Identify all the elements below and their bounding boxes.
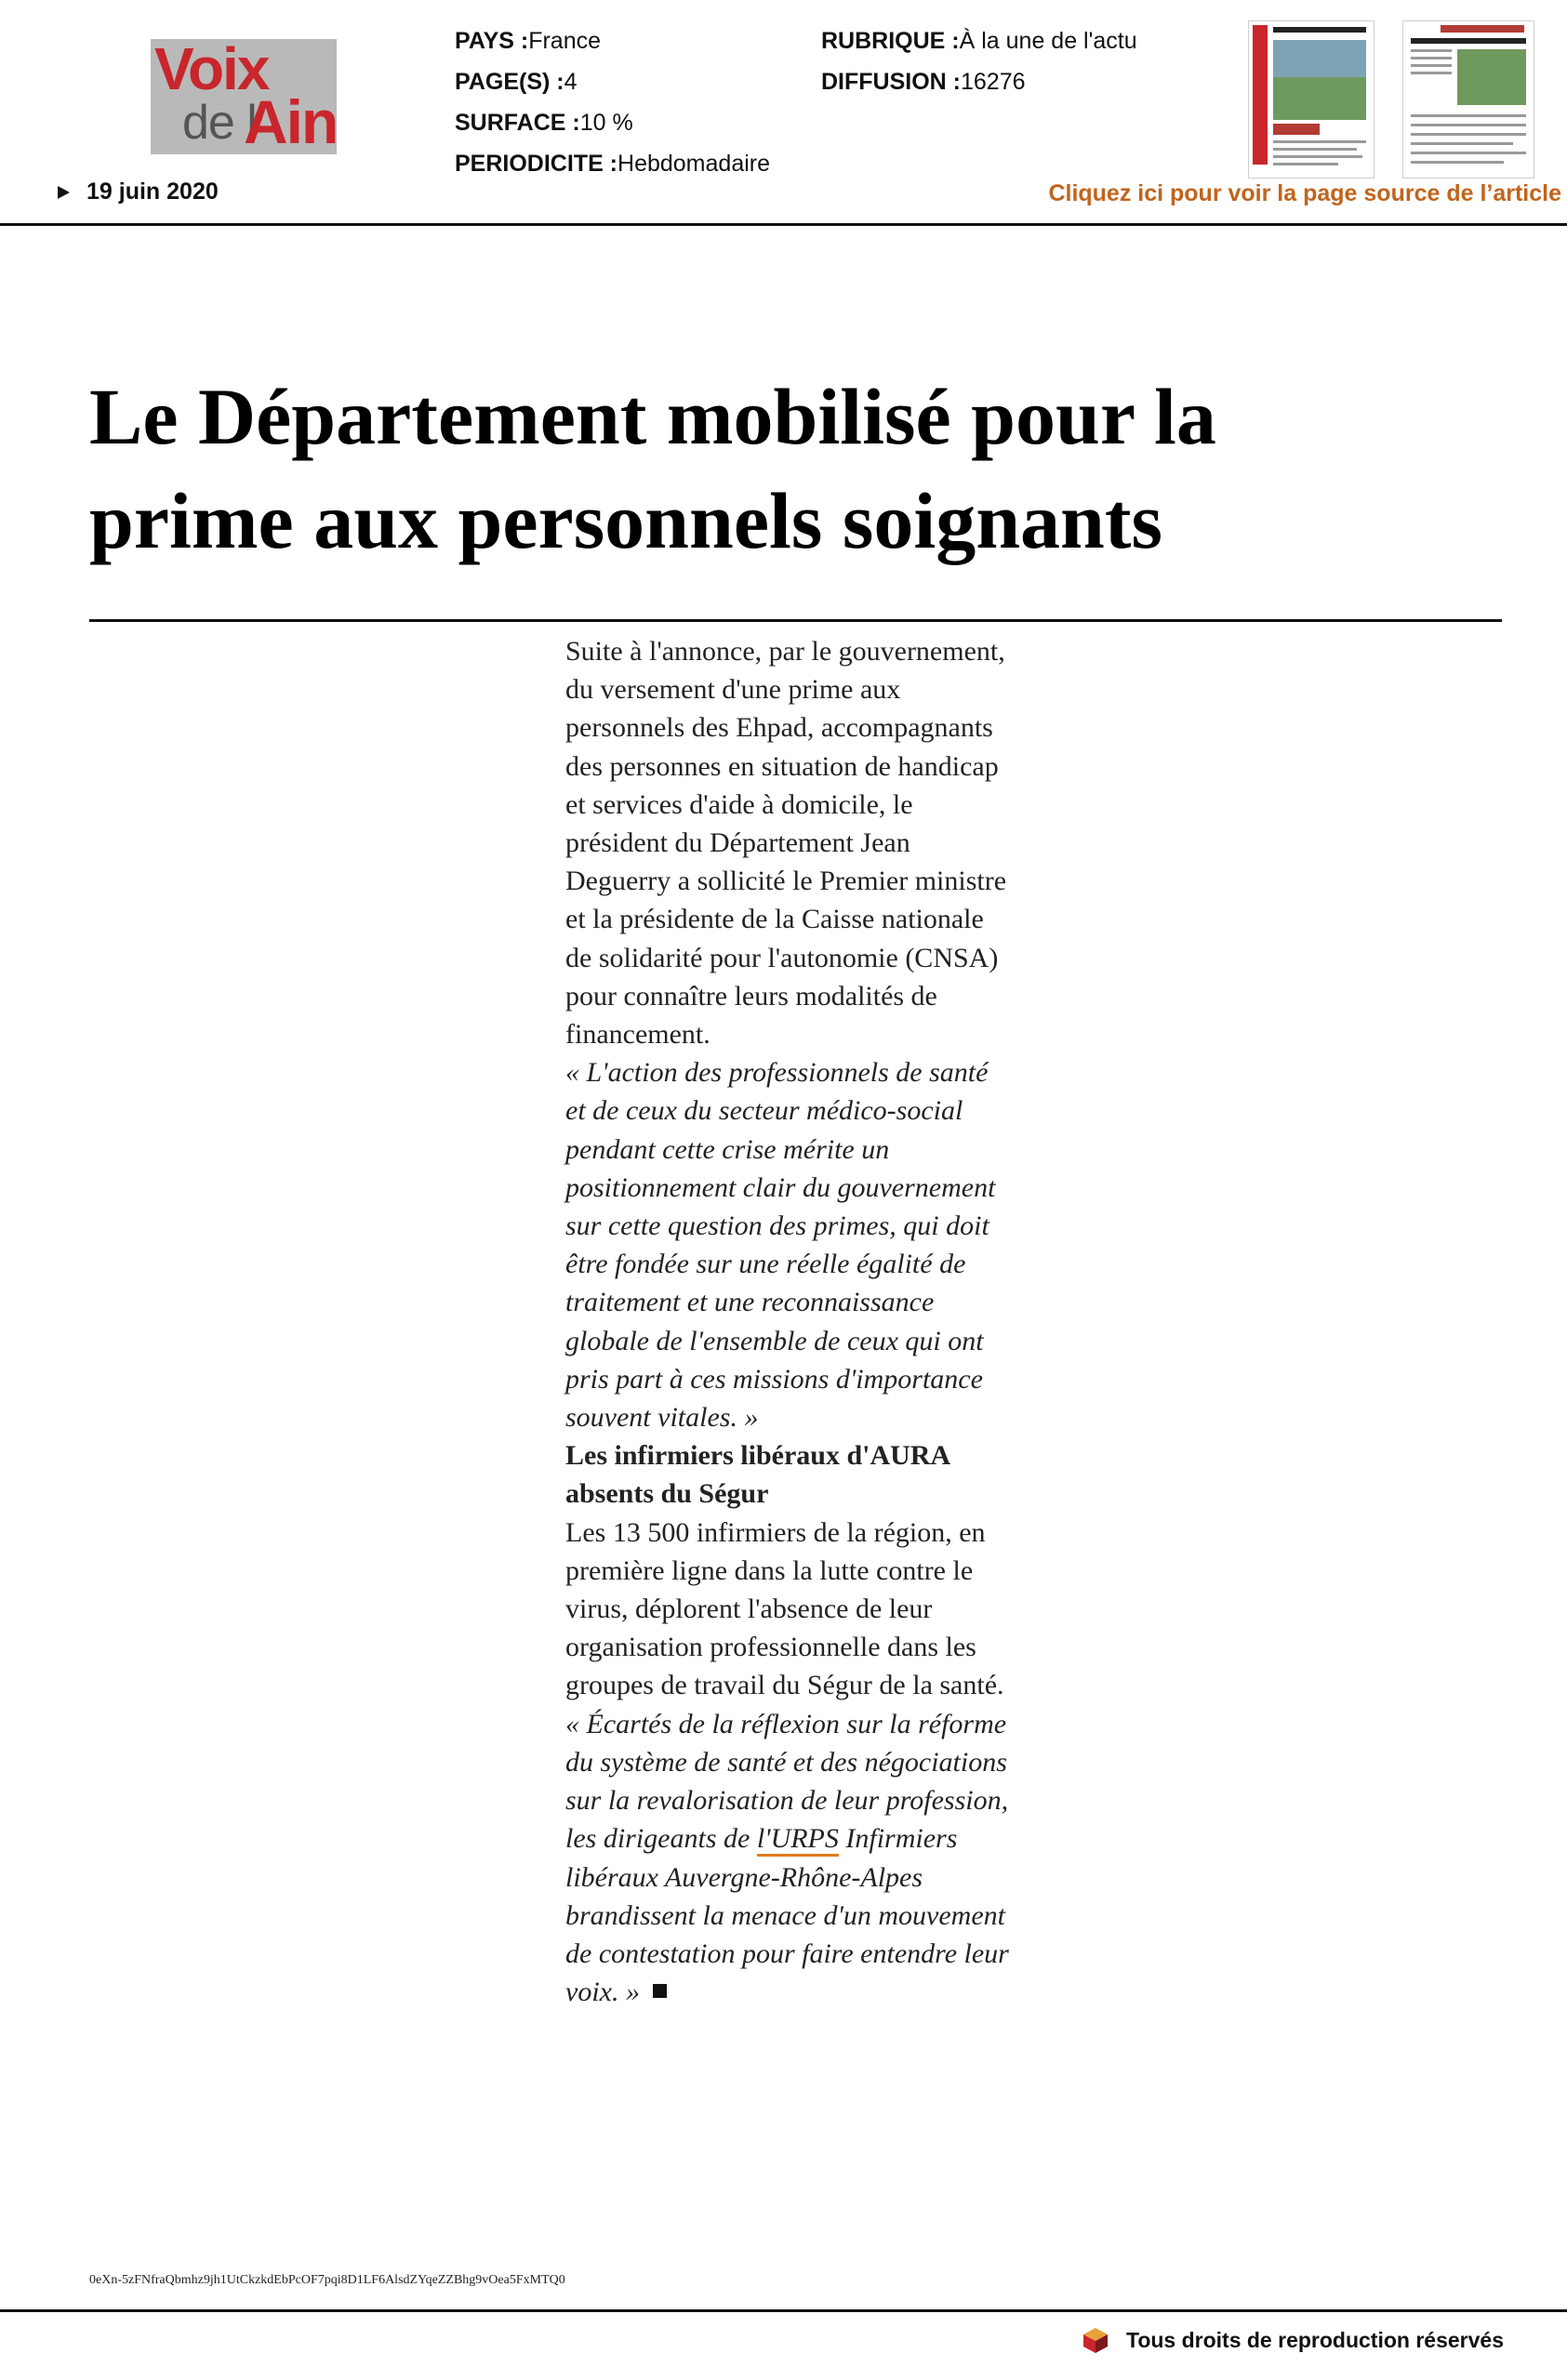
logo-word-de: de l' (182, 96, 265, 150)
article-title: Le Département mobilisé pour la prime aux personnels soignants (89, 372, 1216, 565)
footer-divider (0, 2309, 1567, 2312)
publication-logo (151, 39, 337, 154)
article-page-thumbnail[interactable] (1402, 20, 1534, 178)
source-page-link[interactable]: Cliquez ici pour voir la page source de l’article (1048, 180, 1561, 206)
metadata-right (821, 20, 1137, 102)
thumb-photo (1273, 40, 1366, 77)
arrow-right-icon (58, 186, 70, 199)
thumb-photo-2 (1273, 77, 1366, 120)
thumb-text-line (1411, 133, 1526, 136)
article-paragraph-2-text: Les 13 500 infirmiers de la région, en première ligne dans la lutte contre le virus, déplorent l'absence de leur organisation professionnelle dans les groupes de travail du Ségur de la santé. (565, 1516, 1004, 1701)
cube-logo-icon (1082, 2326, 1109, 2354)
article-quote-1: « L'action des professionnels de santé et de ceux du secteur médico-social pendant cette crise mérite un positionnement clair du gouvernement sur cette question des primes, qui doit être fondée sur une réelle égalité de traitement et une reconnaissance globale de l'ensemble de ceux qui ont pris part à ces missions d'importance souvent vitales. » (565, 1057, 996, 1434)
meta-rubrique (821, 20, 1137, 61)
meta-surface-value: 10 % (579, 110, 633, 136)
end-of-article-mark (653, 1984, 667, 1998)
thumb-text-line (1411, 142, 1513, 145)
thumb-section-banner (1441, 25, 1524, 33)
meta-periodicite-value: Hebdomadaire (618, 151, 771, 177)
front-page-thumbnail[interactable] (1248, 20, 1374, 178)
document-hash: 0eXn-5zFNfraQbmhz9jh1UtCkzkdEbPcOF7pqi8D1LF6AlsdZYqeZZBhg9vOea5FxMTQ0 (89, 2273, 565, 2287)
article-body (565, 632, 1012, 2011)
thumb-text-line (1273, 148, 1357, 151)
thumb-text-line (1411, 49, 1452, 52)
meta-rubrique-label: RUBRIQUE : (821, 28, 960, 54)
meta-diffusion (821, 61, 1137, 102)
thumb-photo (1457, 49, 1526, 105)
meta-diffusion-label: DIFFUSION : (821, 69, 961, 95)
article-quote-2-start: « Écartés de la réflexion sur la réforme du système de santé et des négociations sur la revalorisation de leur profession, les dirigeants de (565, 1708, 1009, 1855)
thumb-banner (1273, 124, 1320, 135)
header-divider (0, 223, 1567, 226)
rights-text: Tous droits de reproduction réservés (1125, 2327, 1504, 2352)
meta-rubrique-value: À la une de l'actu (959, 28, 1137, 54)
meta-surface-label: SURFACE : (455, 110, 580, 136)
thumb-text-line (1411, 72, 1452, 74)
urps-highlight: l'URPS (757, 1823, 839, 1857)
meta-pays (455, 20, 770, 61)
meta-pages (455, 61, 770, 102)
publication-date (58, 178, 219, 205)
meta-surface (455, 102, 770, 143)
meta-diffusion-value: 16276 (961, 69, 1026, 95)
meta-periodicite-label: PERIODICITE : (455, 151, 618, 177)
article-subheading: Les infirmiers libéraux d'AURA absents du Ségur (565, 1440, 949, 1510)
press-header (0, 0, 1567, 228)
article-paragraph-2 (565, 1514, 1012, 2012)
title-divider (89, 619, 1502, 622)
metadata-left (455, 20, 770, 184)
meta-pages-value: 4 (564, 69, 578, 95)
date-text: 19 juin 2020 (86, 178, 219, 205)
thumb-headline-bar (1273, 27, 1366, 33)
thumb-text-line (1411, 124, 1526, 126)
article-paragraph-1: Suite à l'annonce, par le gouvernement, du versement d'une prime aux personnels des Ehpad, accompagnants des personnes en situation de handicap et services d'aide à domicile, le président du Département Jean Deguerry a sollicité le Premier ministre et la présidente de la Caisse nationale de solidarité pour l'autonomie (CNSA) pour connaître leurs modalités de financement. (565, 636, 1007, 1051)
thumb-text-line (1411, 152, 1526, 154)
meta-pays-label: PAYS : (455, 28, 529, 54)
thumb-text-line (1411, 64, 1452, 67)
thumb-text-line (1411, 57, 1452, 60)
thumb-text-line (1411, 161, 1504, 164)
article-quote-2-end: Infirmiers libéraux Auvergne-Rhône-Alpes brandissent la menace d'un mouvement de contestation pour faire entendre leur voix. » (565, 1823, 1009, 2008)
thumb-text-line (1273, 140, 1366, 143)
meta-periodicite (455, 143, 770, 184)
thumb-headline-bar (1411, 38, 1526, 44)
logo-word-ain: Ain (244, 87, 337, 154)
footer-rights (1082, 2326, 1504, 2354)
thumb-masthead (1253, 25, 1268, 165)
logo-word-voix: Voix (154, 39, 269, 102)
meta-pays-value: France (528, 28, 602, 54)
thumb-text-line (1273, 163, 1338, 165)
thumb-text-line (1273, 155, 1362, 158)
thumb-text-line (1411, 114, 1526, 117)
meta-pages-label: PAGE(S) : (455, 69, 564, 95)
